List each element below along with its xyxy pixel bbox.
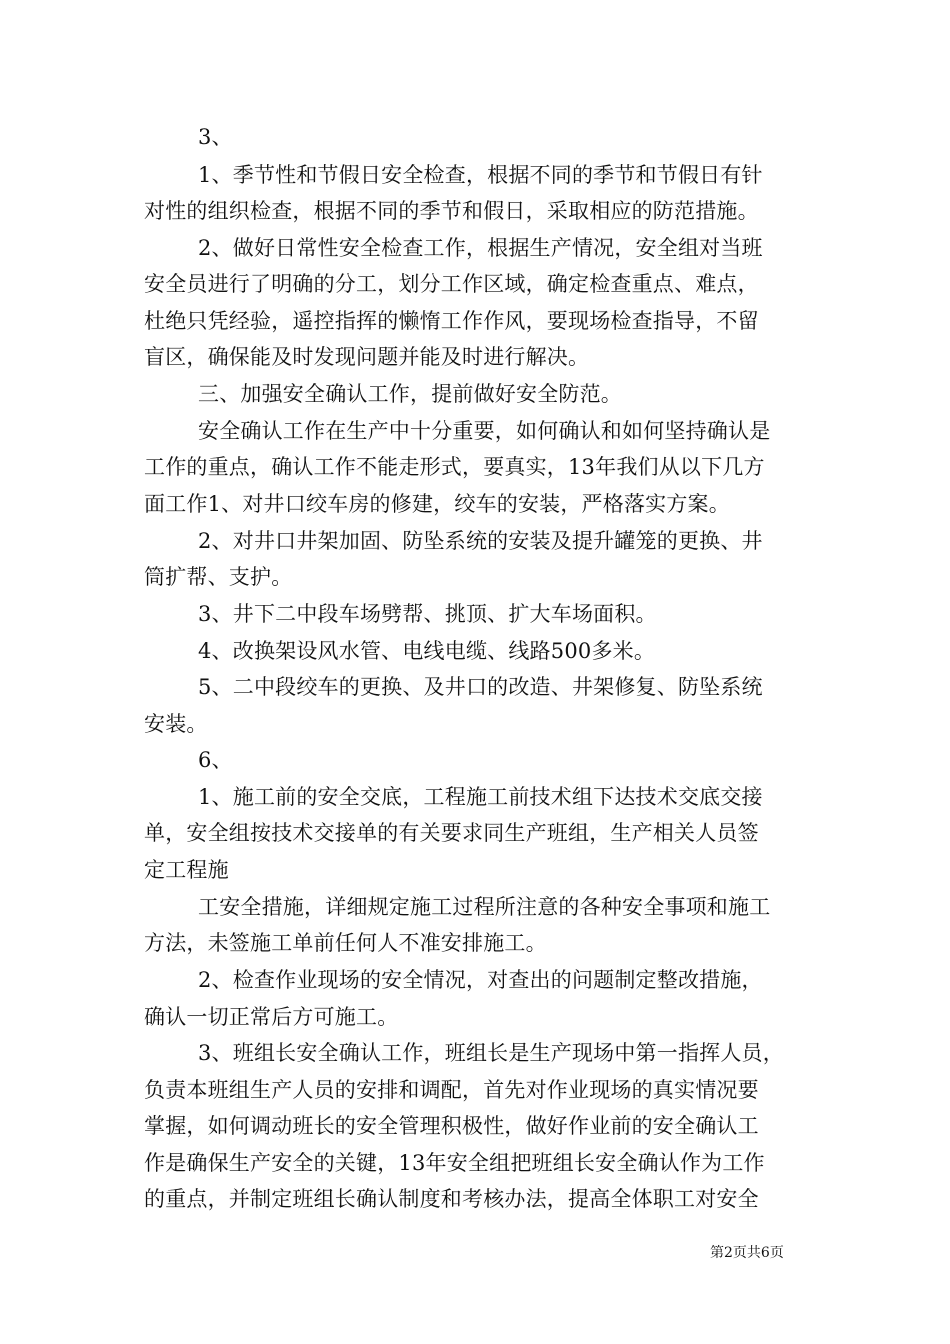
text-line: 负责本班组生产人员的安排和调配，首先对作业现场的真实情况要 — [144, 1078, 759, 1102]
text-line: 单，安全组按技术交接单的有关要求同生产班组，生产相关人员签 — [144, 821, 759, 845]
text-line: 面工作1、对井口绞车房的修建，绞车的安装，严格落实方案。 — [144, 492, 730, 516]
text-line: 筒扩帮、支护。 — [144, 565, 293, 589]
text-line: 2、做好日常性安全检查工作，根据生产情况，安全组对当班 — [198, 236, 763, 260]
text-line: 5、二中段绞车的更换、及井口的改造、井架修复、防坠系统 — [198, 675, 763, 699]
text-line: 作是确保生产安全的关键，13年安全组把班组长安全确认作为工作 — [144, 1151, 765, 1175]
text-line: 1、季节性和节假日安全检查，根据不同的季节和节假日有针 — [198, 163, 763, 187]
text-line: 盲区，确保能及时发现问题并能及时进行解决。 — [144, 345, 590, 369]
text-line: 6、 — [198, 748, 233, 772]
text-line: 3、班组长安全确认工作，班组长是生产现场中第一指挥人员， — [198, 1041, 784, 1065]
text-line: 1、施工前的安全交底，工程施工前技术组下达技术交底交接 — [198, 785, 763, 809]
text-line: 4、改换架设风水管、电线电缆、线路500多米。 — [198, 639, 656, 663]
text-line: 三、加强安全确认工作，提前做好安全防范。 — [198, 382, 622, 406]
text-line: 对性的组织检查，根据不同的季节和假日，采取相应的防范措施。 — [144, 199, 759, 223]
text-line: 方法，未签施工单前任何人不准安排施工。 — [144, 931, 547, 955]
text-line: 工作的重点，确认工作不能走形式，要真实，13年我们从以下几方 — [144, 455, 765, 479]
text-line: 3、 — [198, 125, 233, 149]
text-line: 确认一切正常后方可施工。 — [144, 1005, 399, 1029]
text-line: 安装。 — [144, 712, 208, 736]
text-line: 的重点，并制定班组长确认制度和考核办法，提高全体职工对安全 — [144, 1187, 759, 1211]
text-line: 安全员进行了明确的分工，划分工作区域，确定检查重点、难点， — [144, 272, 759, 296]
text-line: 2、对井口井架加固、防坠系统的安装及提升罐笼的更换、井 — [198, 529, 763, 553]
text-line: 2、检查作业现场的安全情况，对查出的问题制定整改措施， — [198, 968, 763, 992]
text-line: 安全确认工作在生产中十分重要，如何确认和如何坚持确认是 — [198, 419, 771, 443]
text-line: 掌握，如何调动班长的安全管理积极性，做好作业前的安全确认工 — [144, 1114, 759, 1138]
text-line: 工安全措施，详细规定施工过程所注意的各种安全事项和施工 — [198, 895, 771, 919]
page-number: 第2页共6页 — [710, 1245, 784, 1261]
text-line: 定工程施 — [144, 858, 229, 882]
text-line: 杜绝只凭经验，遥控指挥的懒惰工作作风，要现场检查指导，不留 — [144, 309, 759, 333]
text-line: 3、井下二中段车场劈帮、挑顶、扩大车场面积。 — [198, 602, 657, 626]
